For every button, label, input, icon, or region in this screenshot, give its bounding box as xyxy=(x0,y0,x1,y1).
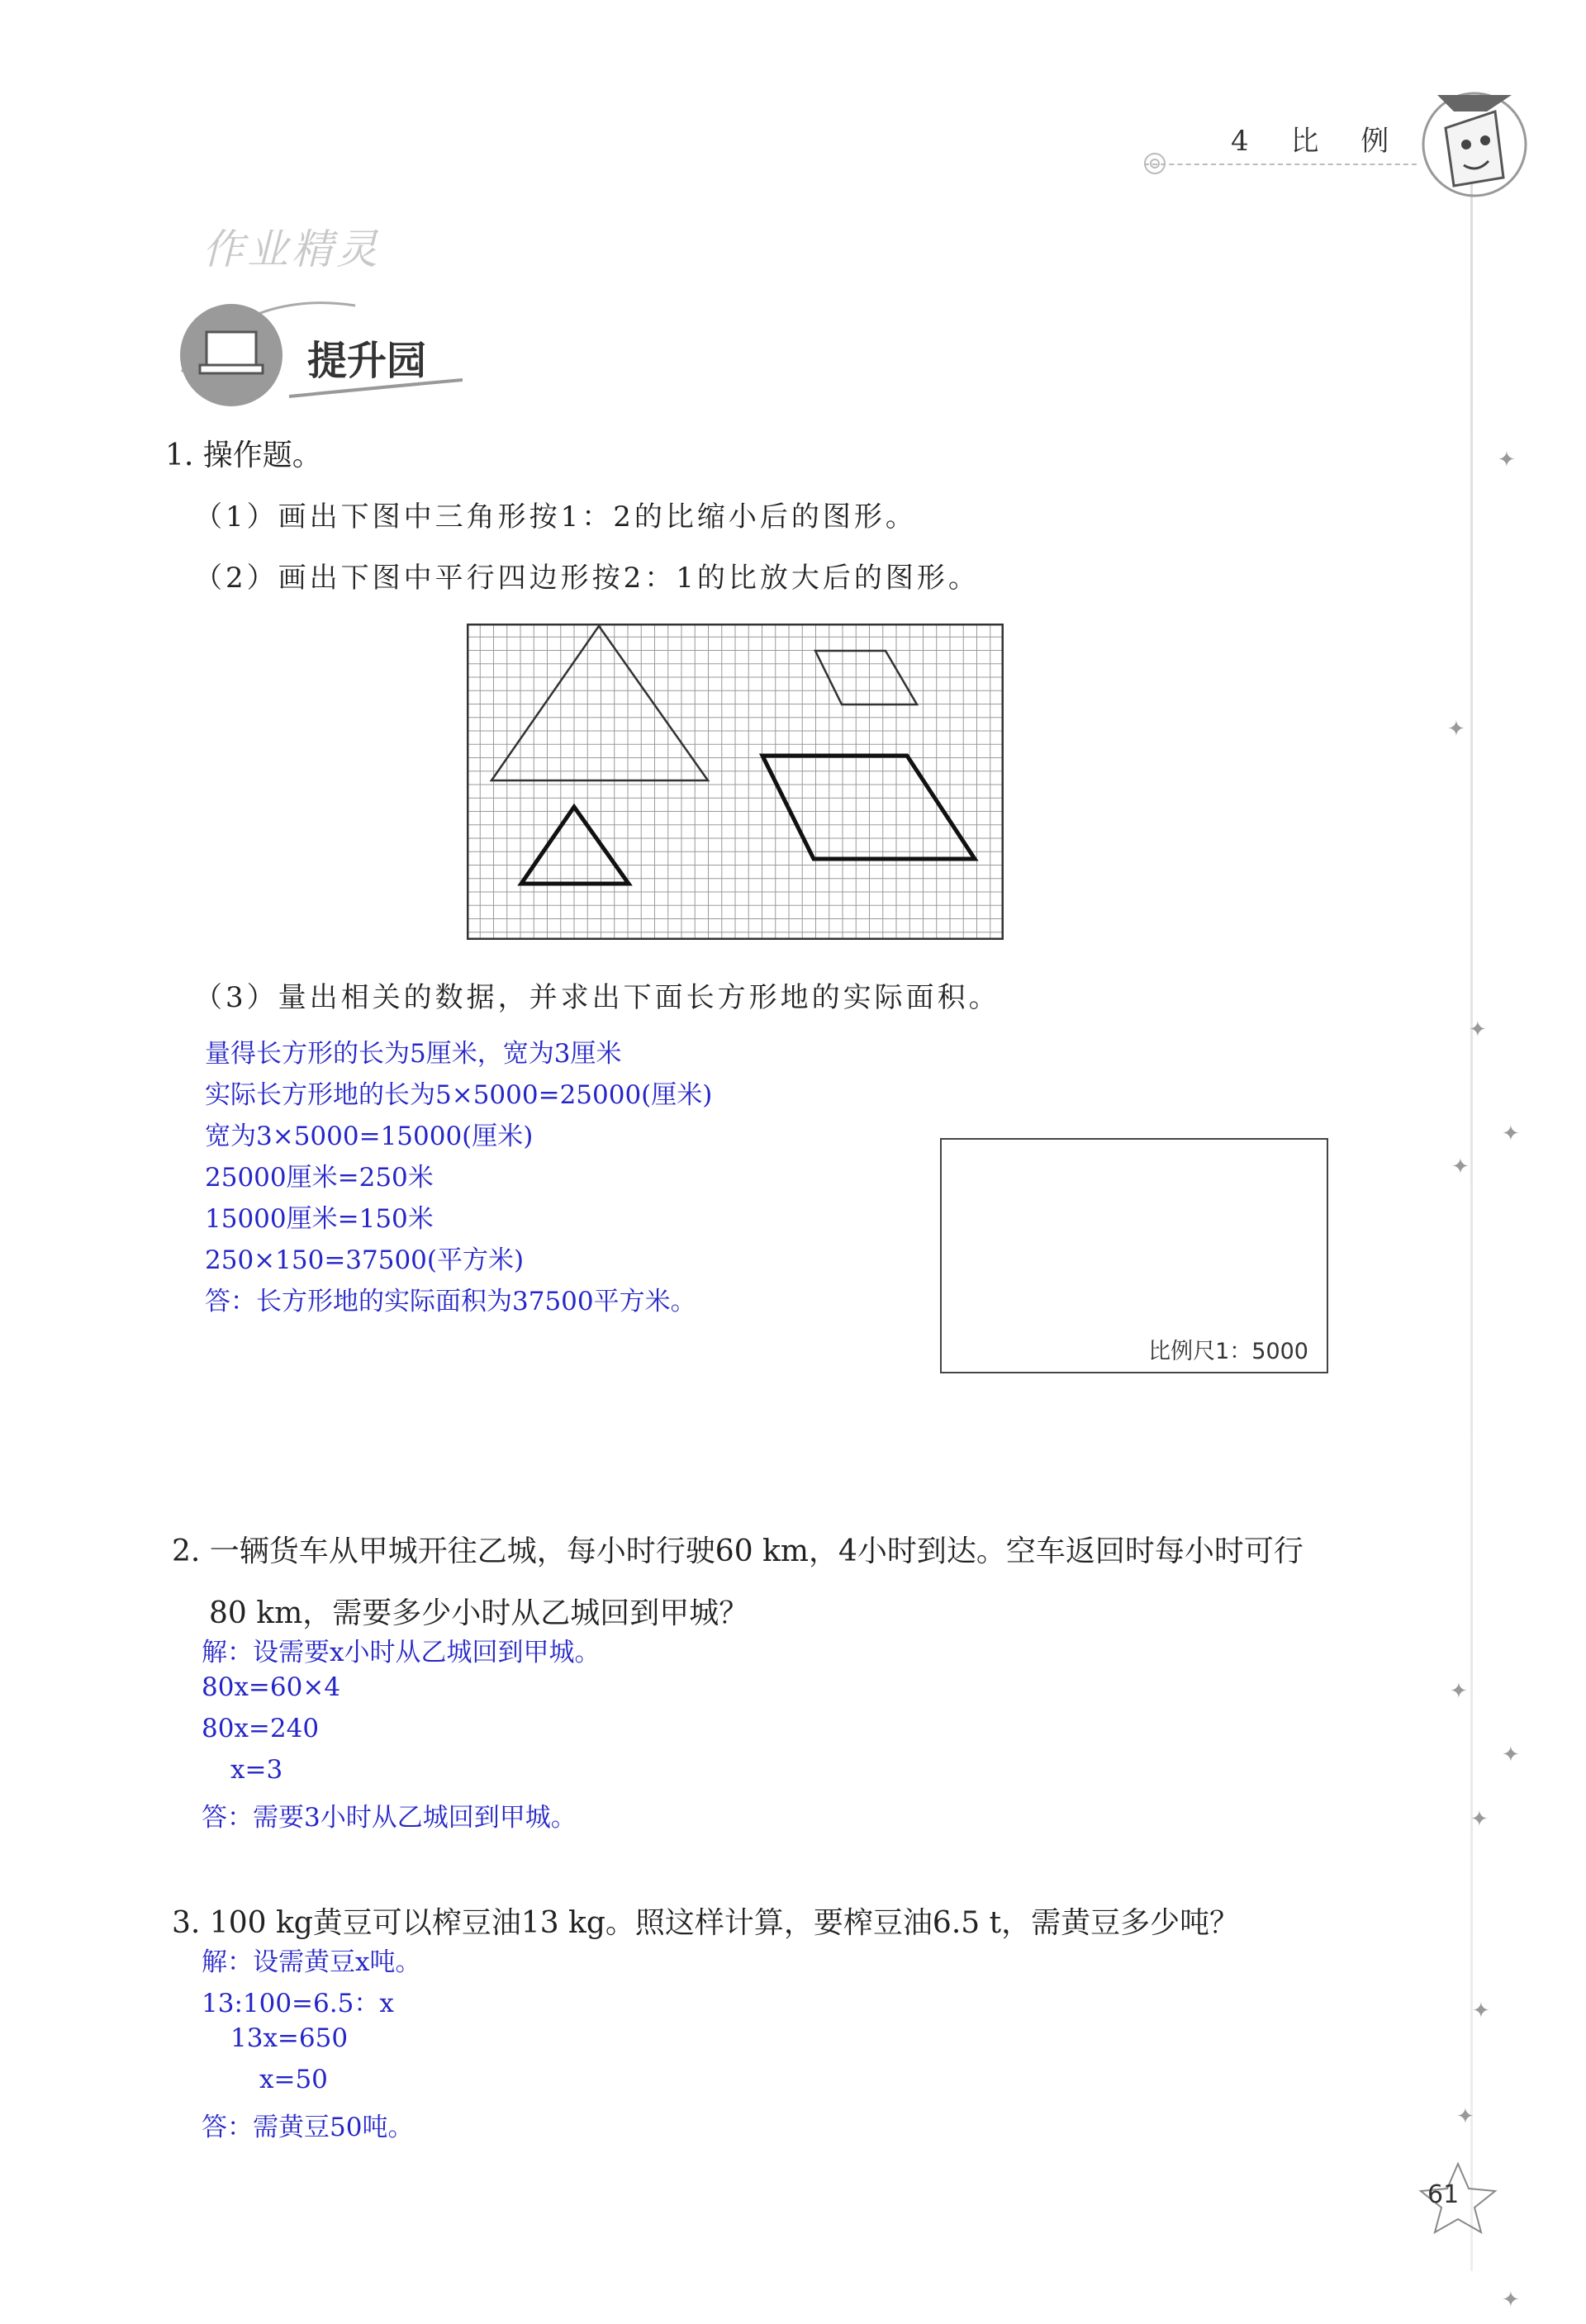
chapter-title: 4 比 例 xyxy=(1231,125,1406,158)
answer-line: 答：需黄豆50吨。 xyxy=(202,2113,414,2142)
star-icon: ✦ xyxy=(1451,1155,1470,1179)
answer-line: 答：需要3小时从乙城回到甲城。 xyxy=(202,1803,577,1833)
header-divider xyxy=(1144,164,1417,165)
star-icon: ✦ xyxy=(1470,1807,1489,1832)
star-icon: ✦ xyxy=(1456,2104,1474,2129)
answer-line: 80x=60×4 xyxy=(202,1672,341,1702)
answer-line: 宽为3×5000=15000(厘米) xyxy=(205,1122,534,1151)
star-icon: ✦ xyxy=(1472,1999,1490,2023)
answer-line: 解：设需要x小时从乙城回到甲城。 xyxy=(202,1638,601,1667)
page-number: 61 xyxy=(1427,2180,1460,2209)
scaled-triangle xyxy=(521,807,629,884)
answer-line: 解：设需黄豆x吨。 xyxy=(202,1947,421,1977)
answer-line: 答：长方形地的实际面积为37500平方米。 xyxy=(205,1287,696,1316)
section-title: 提升园 xyxy=(307,338,427,384)
answer-line: x=50 xyxy=(259,2065,328,2094)
answer-line: 25000厘米=250米 xyxy=(205,1163,434,1193)
answer-line: 量得长方形的长为5厘米，宽为3厘米 xyxy=(205,1039,622,1069)
star-icon: ✦ xyxy=(1498,448,1516,472)
q2-line2: 80 km，需要多少小时从乙城回到甲城？ xyxy=(209,1596,749,1630)
scale-label: 比例尺1：5000 xyxy=(1148,1339,1308,1364)
original-triangle xyxy=(491,626,708,780)
field-rectangle xyxy=(940,1138,1328,1373)
q3-line1: 3. 100 kg黄豆可以榨豆油13 kg。照这样计算，要榨豆油6.5 t，需黄豆多少吨？ xyxy=(172,1906,1240,1940)
answer-line: x=3 xyxy=(230,1755,283,1785)
answer-line: 实际长方形地的长为5×5000=25000(厘米) xyxy=(205,1080,713,1110)
margin-decoration-line xyxy=(1470,124,1473,2271)
q2-answer-block xyxy=(202,1631,600,1838)
star-icon: ✦ xyxy=(1450,1679,1468,1704)
answer-line: 15000厘米=150米 xyxy=(205,1204,434,1234)
q1-title: 1. 操作题。 xyxy=(165,439,322,472)
star-icon: ✦ xyxy=(1502,2288,1520,2312)
brand-watermark: 作业精灵 xyxy=(202,225,381,273)
q1-sub3: （3）量出相关的数据，并求出下面长方形地的实际面积。 xyxy=(194,981,1000,1014)
pencil-mascot-icon xyxy=(1396,78,1553,202)
answer-line: 13x=650 xyxy=(230,2023,349,2053)
answer-line: 250×150=37500(平方米) xyxy=(205,1245,525,1275)
q1-sub2: （2）画出下图中平行四边形按2：1的比放大后的图形。 xyxy=(194,562,980,595)
star-icon: ✦ xyxy=(1502,1743,1520,1767)
q1-answer-block xyxy=(205,1032,712,1321)
answer-line: 80x=240 xyxy=(202,1714,320,1743)
q1-sub1: （1）画出下图中三角形按1：2的比缩小后的图形。 xyxy=(194,500,917,534)
q3-answer-block xyxy=(202,1941,420,2147)
star-icon: ✦ xyxy=(1447,717,1465,742)
q2-line1: 2. 一辆货车从甲城开往乙城，每小时行驶60 km，4小时到达。空车返回时每小时可行 xyxy=(172,1534,1303,1568)
star-icon: ✦ xyxy=(1502,1122,1520,1146)
drawing-grid xyxy=(467,624,1004,940)
star-icon: ✦ xyxy=(1469,1017,1487,1042)
swirl-icon xyxy=(1140,149,1173,182)
answer-line: 13:100=6.5：x xyxy=(202,1989,394,2018)
